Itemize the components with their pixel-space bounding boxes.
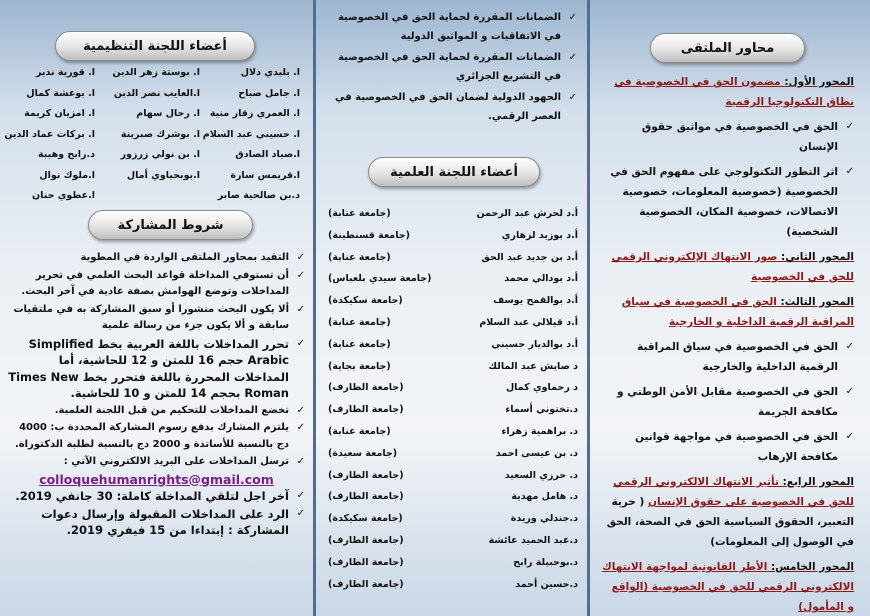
condition-item: ✓ ترسل المداخلات على البريد الالكتروني الآتي :	[8, 454, 305, 471]
member-university: (جامعة الطارف)	[328, 382, 404, 394]
member-university: (جامعة سكيكدة)	[328, 295, 403, 307]
member-name: أ.د بوزيد لزهاري	[501, 229, 578, 241]
axes-list	[602, 72, 854, 616]
scientific-member-row	[328, 470, 578, 492]
condition-item: ✓ تحرر المداخلات باللغة العربية بخط Simplified Arabic حجم 16 للمتن و 12 للحاشية، أما المداخلات المحررة باللغة فتحرر بخط Times New Roman بحجم 14 للمتن و 10 للحاشية.	[8, 336, 305, 402]
axis-3-item: ✓ الحق في الخصوصية في مواجهة قوانين مكافحة الإرهاب	[602, 427, 854, 467]
condition-item: ✓ التقيد بمحاور الملتقى الواردة في المطوية	[8, 250, 305, 267]
scientific-committee-panel	[316, 0, 587, 616]
organizing-member: د.رابح وهيبة	[38, 149, 95, 160]
axis-3-item: ✓ الحق في الخصوصية في سياق المراقبة الرقمية الداخلية والخارجية	[602, 337, 854, 377]
scientific-member-row	[328, 252, 578, 274]
scientific-member-row	[328, 579, 578, 601]
axis-4-title: المحور الرابع: تأثير الانتهاك الالكتروني الرقمي للحق في الخصوصية على حقوق الإنسان ( حرية التعبير، الحقوق السياسية الحق في الصحة، الحق في الوصول إلى المعلومات)	[606, 476, 854, 548]
email-link[interactable]: colloquehumanrights@gmail.com	[39, 471, 274, 487]
deadline-submission: ✓ آخر اجل لتلقي المداخلة كاملة: 30 جانفي 2019.	[8, 488, 305, 505]
scientific-committee-heading: أعضاء اللجنة العلمية	[368, 157, 540, 187]
organizing-member: ا.قريمس سارة	[230, 169, 300, 181]
guarantee-item: ✓ الضمانات المقررة لحماية الحق في الخصوصية في الاتفاقيات و المواثيق الدولية	[326, 8, 577, 46]
scientific-member-row	[328, 535, 578, 557]
member-university: (جامعة سكيكدة)	[328, 513, 403, 525]
scientific-member-row	[328, 448, 578, 470]
member-university: (جامعة الطارف)	[328, 491, 404, 503]
conditions-list	[8, 250, 305, 540]
condition-item: ✓ تخضع المداخلات للتحكيم من قبل اللجنة العلمية.	[8, 403, 305, 420]
panel-divider	[587, 0, 590, 616]
axes-heading: محاور الملتقى	[650, 33, 805, 63]
panel-divider	[313, 0, 316, 616]
member-name: د رحماوي كمال	[505, 382, 578, 394]
axis-1-title: المحور الأول: مضمون الحق في الخصوصية في نطاق التكنولوجيا الرقمية	[614, 76, 854, 108]
member-university: (جامعة عنابة)	[328, 251, 391, 263]
scientific-member-row	[328, 317, 578, 339]
member-name: د.بوحبيلة رابح	[513, 556, 578, 568]
member-name: د.جندلي وريدة	[510, 513, 578, 525]
organizing-member: ا. رحال سهام	[136, 108, 200, 119]
member-university: (جامعة عنابة)	[328, 317, 391, 328]
member-university: (جامعة الطارف)	[328, 535, 404, 546]
organizing-member: ا. جامل صباح	[238, 87, 300, 99]
member-university: (جامعة عنابة)	[328, 208, 391, 219]
member-name: د. حرزي السعيد	[504, 469, 578, 481]
organizing-member: د.بن صالحية صابر	[217, 190, 300, 201]
member-university: (جامعة الطارف)	[328, 469, 404, 481]
axis-2-title: المحور الثاني: صور الانتهاك الإلكتروني الرقمي للحق في الخصوصية	[611, 251, 854, 283]
organizing-member: ا. بوعشة كمال	[26, 87, 95, 99]
member-university: (جامعة عنابة)	[328, 426, 391, 437]
organizing-member: ا.بوبحياوي أمال	[126, 169, 200, 181]
member-name: د صايش عبد المالك	[488, 360, 578, 372]
organizing-member: ا.العايب نصر الدين	[113, 87, 200, 99]
scientific-member-row	[328, 361, 578, 383]
organizing-member: ا. العمري زقار منية	[209, 108, 300, 119]
scientific-member-row	[328, 382, 578, 404]
member-university: (جامعة سيدي بلعباس)	[328, 273, 432, 285]
member-university: (جامعة سعيدة)	[328, 447, 398, 459]
organizing-member: ا. بليدي دلال	[240, 67, 300, 78]
scientific-member-row	[328, 491, 578, 513]
organizing-member: ا. بوستة زهر الدين	[112, 67, 200, 78]
member-name: أ.د قيلالي عبد السلام	[479, 317, 578, 328]
guarantees-list	[326, 8, 577, 128]
member-university: (جامعة الطارف)	[328, 578, 404, 590]
member-name: د.حسين أحمد	[515, 578, 578, 590]
organizing-panel	[0, 0, 313, 616]
member-university: (جامعة بجاية)	[328, 360, 391, 372]
organizing-committee-heading: أعضاء اللجنة التنظيمية	[55, 31, 255, 61]
member-name: أ.د بوالقمح يوسف	[493, 295, 578, 307]
scientific-member-row	[328, 404, 578, 426]
member-university: (جامعة الطارف)	[328, 556, 404, 568]
organizing-member: ا. بوشرك صبرينة	[120, 128, 200, 140]
organizing-member: ا. بركات عماد الدين	[4, 128, 95, 140]
member-name: د.تختوني أسماء	[505, 404, 578, 416]
axis-3-item: ✓ الحق في الخصوصية مقابل الأمن الوطني و مكافحة الجريمة	[602, 382, 854, 422]
scientific-member-row	[328, 557, 578, 579]
conditions-heading: شروط المشاركة	[88, 210, 253, 240]
organizing-member: ا. حسيني عبد السلام	[202, 128, 300, 140]
organizing-member: ا. امزيان كريمة	[24, 108, 95, 119]
organizing-member: ا.ملوك نوال	[39, 169, 95, 181]
member-university: (جامعة عنابة)	[328, 338, 391, 350]
scientific-member-row	[328, 208, 578, 230]
scientific-member-row	[328, 513, 578, 535]
member-name: أ.د لحرش عبد الرحمن	[476, 208, 578, 219]
scientific-member-row	[328, 273, 578, 295]
member-university: (جامعة الطارف)	[328, 404, 404, 416]
member-name: أ.د بوالديار حسيني	[491, 338, 578, 350]
organizing-member: ا. قورية نذير	[36, 67, 95, 78]
scientific-member-row	[328, 230, 578, 252]
member-university: (جامعة قسنطينة)	[328, 229, 410, 241]
scientific-member-row	[328, 295, 578, 317]
organizing-member: ا.عطوي حنان	[32, 190, 95, 201]
axes-panel	[590, 0, 870, 616]
member-name: أ.د بن جديد عبد الحق	[481, 251, 578, 263]
condition-item: ✓ أن تستوفي المداخلة قواعد البحث العلمي في تحرير المداخلات وتوضع الهوامش بصفة عادية في آخر البحث.	[8, 268, 305, 301]
organizing-member: ا. بن نولي زرزور	[120, 149, 200, 160]
organizing-member: ا.صياد الصادق	[235, 149, 300, 160]
condition-item: ✓ يلتزم المشارك بدفع رسوم المشاركة المحددة ب: 4000 دج بالنسبة للأساتذة و 2000 دج بالنسبة لطلبة الدكتوراة.	[8, 420, 305, 453]
scientific-member-row	[328, 426, 578, 448]
axis-5-title: المحور الخامس: الأطر القانونية لمواجهة الانتهاك الالكتروني الرقمي للحق في الخصوصية (الواقع و المأمول)	[602, 561, 854, 613]
axis-1-item: ✓ اثر التطور التكنولوجي على مفهوم الحق في الخصوصية (خصوصية المعلومات، خصوصية الاتصالات، خصوصية المكان، الخصوصية الشخصية)	[602, 162, 854, 242]
guarantee-item: ✓ الضمانات المقررة لحماية الحق في الخصوصية في التشريع الجزائري	[326, 48, 577, 86]
deadline-response: ✓ الرد على المداخلات المقبولة وإرسال دعوات المشاركة : إبتداءا من 15 فيفري 2019.	[8, 506, 305, 539]
guarantee-item: ✓ الجهود الدولية لضمان الحق في الخصوصية في العصر الرقمي.	[326, 88, 577, 126]
member-name: د. هامل مهدية	[511, 491, 578, 503]
condition-item: ✓ ألا يكون البحث منشورا أو سبق المشاركة به في ملتقيات سابقة و ألا يكون جزء من رسالة علمية	[8, 302, 305, 335]
scientific-member-row	[328, 339, 578, 361]
axis-1-item: ✓ الحق في الخصوصية في مواثيق حقوق الإنسان	[602, 117, 854, 157]
member-name: د.عبد الحميد عائشة	[488, 535, 578, 546]
axis-3-title: المحور الثالث: الحق في الخصوصية في سياق المراقبة الرقمية الداخلية و الخارجية	[621, 296, 854, 328]
member-name: د. براهمية زهراء	[501, 426, 578, 437]
member-name: د. بن عيسى احمد	[495, 447, 578, 459]
member-name: أ.د بودالي محمد	[504, 273, 578, 285]
